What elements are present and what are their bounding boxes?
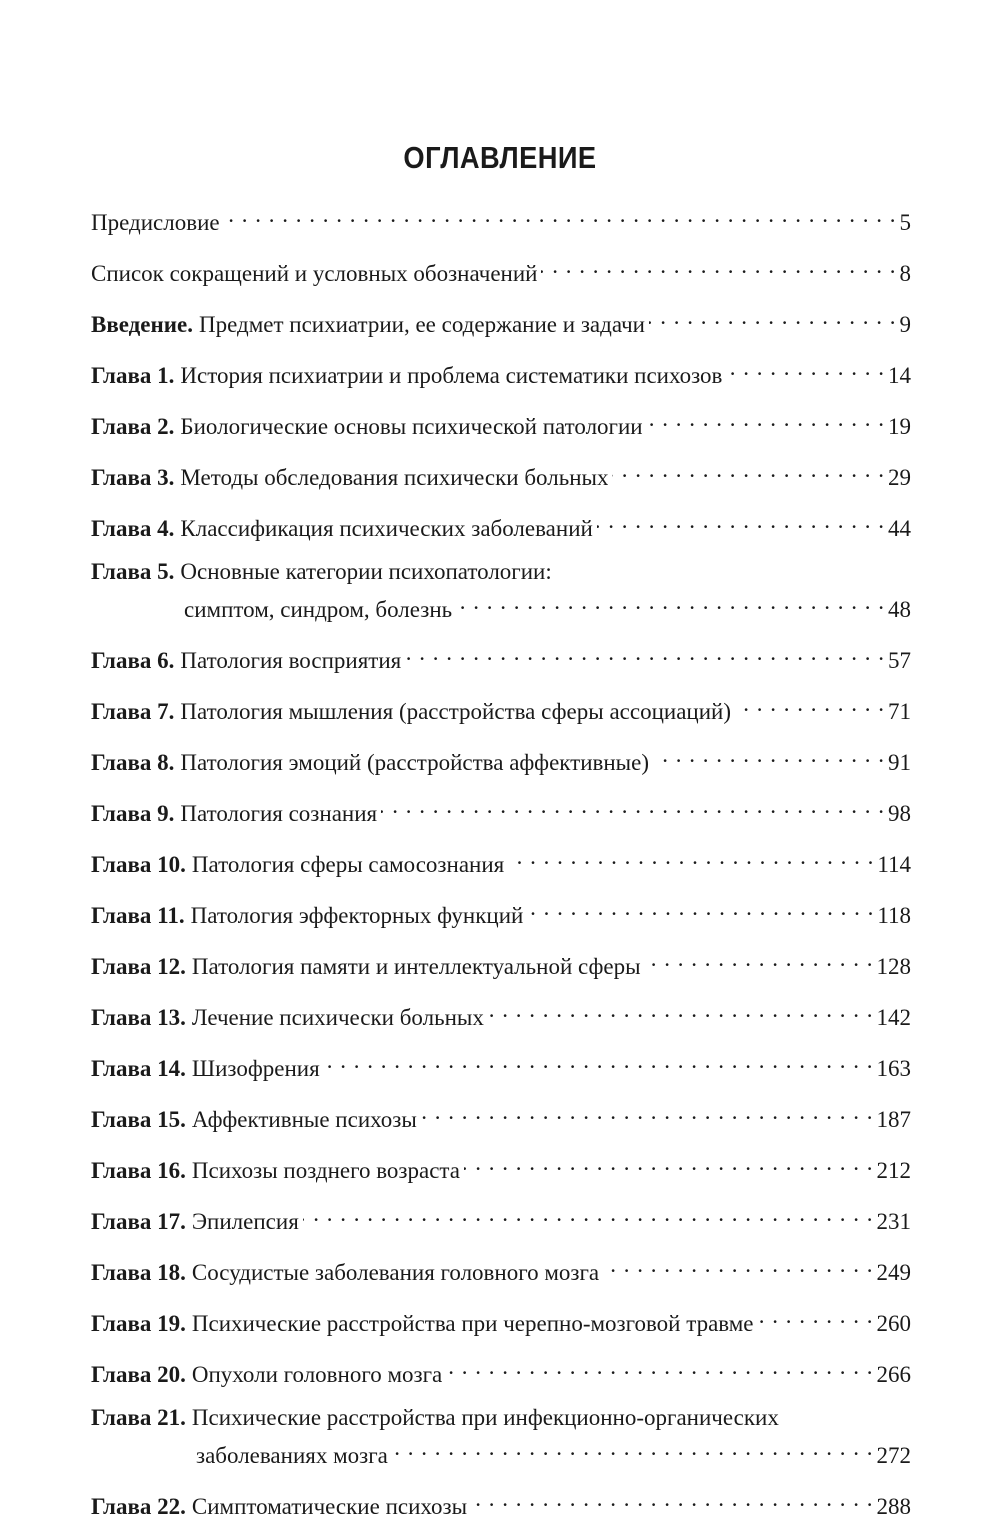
toc-entry-title: Основные категории психопатологии: bbox=[180, 559, 552, 584]
toc-entry-label: Глава 5. bbox=[91, 559, 175, 584]
toc-entry-title: Методы обследования психически больных bbox=[180, 465, 609, 490]
toc-entry-label: Глава 6. bbox=[91, 648, 175, 673]
dot-leader bbox=[597, 506, 885, 536]
toc-entry bbox=[91, 251, 911, 289]
toc-entry-page: 249 bbox=[876, 1260, 911, 1285]
page-title: ОГЛАВЛЕНИЕ bbox=[403, 140, 597, 175]
toc-entry-title: Эпилепсия bbox=[191, 1209, 299, 1234]
toc-entry-title: Патология эмоций (расстройства аффективные) bbox=[180, 750, 649, 775]
toc-entry bbox=[91, 638, 911, 676]
toc-entry bbox=[91, 740, 911, 778]
toc-entry-title: Опухоли головного мозга bbox=[191, 1362, 443, 1387]
toc-entry-page: 128 bbox=[876, 954, 911, 979]
toc-entry-label: Глава 10. bbox=[91, 852, 186, 877]
toc-entry-label: Глава 1. bbox=[91, 363, 175, 388]
toc-entry-title-continued: заболеваниях мозга bbox=[196, 1443, 388, 1468]
dot-leader bbox=[464, 1148, 874, 1178]
dot-leader bbox=[488, 995, 874, 1025]
toc-entry-title: Классификация психических заболеваний bbox=[180, 516, 593, 541]
toc-entry-title: Патология сферы самосознания bbox=[191, 852, 505, 877]
toc-entry-title: Патология эффекторных функций bbox=[190, 903, 524, 928]
toc-entry bbox=[91, 1301, 911, 1339]
dot-leader bbox=[303, 1199, 874, 1229]
toc-entry-title: Сосудистые заболевания головного мозга bbox=[191, 1260, 600, 1285]
toc-entry-title: Психозы позднего возраста bbox=[191, 1158, 460, 1183]
toc-entry-page: 231 bbox=[876, 1209, 911, 1234]
toc-entry bbox=[91, 1097, 911, 1135]
toc-entry-title: Патология мышления (расстройства сферы ассоциаций) bbox=[180, 699, 731, 724]
dot-leader bbox=[224, 200, 897, 230]
toc-entry-page: 187 bbox=[876, 1107, 911, 1132]
toc-entry bbox=[91, 689, 911, 727]
toc-entry-title: Психические расстройства при инфекционно-органических bbox=[191, 1405, 779, 1430]
toc-entry-label: Глава 18. bbox=[91, 1260, 186, 1285]
toc-entry-title: Лечение психически больных bbox=[191, 1005, 484, 1030]
dot-leader bbox=[405, 638, 885, 668]
toc-entry-page: 98 bbox=[888, 801, 911, 826]
toc-entry-page: 14 bbox=[888, 363, 911, 388]
dot-leader bbox=[758, 1301, 874, 1331]
toc-entry-label: Глава 14. bbox=[91, 1056, 186, 1081]
table-of-contents bbox=[91, 200, 911, 1535]
dot-leader bbox=[446, 1352, 873, 1382]
dot-leader bbox=[649, 302, 897, 332]
toc-entry-title: Симптоматические психозы bbox=[191, 1494, 468, 1519]
toc-entry bbox=[91, 791, 911, 829]
toc-entry-page: 44 bbox=[888, 516, 911, 541]
toc-entry-label: Глава 15. bbox=[91, 1107, 186, 1132]
toc-entry-title: Психические расстройства при черепно-мозговой травме bbox=[191, 1311, 754, 1336]
toc-entry-label: Глава 22. bbox=[91, 1494, 186, 1519]
toc-entry-label: Глава 3. bbox=[91, 465, 175, 490]
toc-entry-page: 71 bbox=[888, 699, 911, 724]
toc-entry-label: Глава 13. bbox=[91, 1005, 186, 1030]
toc-entry-page: 272 bbox=[876, 1443, 911, 1468]
toc-entry bbox=[91, 1046, 911, 1084]
toc-entry-label: Глава 4. bbox=[91, 516, 175, 541]
toc-entry bbox=[91, 1484, 911, 1522]
toc-entry-label: Глава 8. bbox=[91, 750, 175, 775]
toc-entry-page: 9 bbox=[899, 312, 911, 337]
dot-leader bbox=[381, 791, 885, 821]
toc-entry-page: 19 bbox=[888, 414, 911, 439]
toc-entry bbox=[91, 557, 911, 625]
toc-entry bbox=[91, 1250, 911, 1288]
toc-entry bbox=[91, 995, 911, 1033]
dot-leader bbox=[508, 842, 874, 872]
dot-leader bbox=[735, 689, 885, 719]
toc-entry-title-continued: симптом, синдром, болезнь bbox=[184, 597, 453, 622]
toc-entry-title: Патология памяти и интеллектуальной сферы bbox=[191, 954, 641, 979]
dot-leader bbox=[653, 740, 885, 770]
toc-entry bbox=[91, 1199, 911, 1237]
dot-leader bbox=[612, 455, 885, 485]
toc-entry-title: Патология восприятия bbox=[180, 648, 402, 673]
toc-entry-label: Глава 19. bbox=[91, 1311, 186, 1336]
toc-entry-page: 48 bbox=[888, 597, 911, 622]
toc-entry-page: 163 bbox=[876, 1056, 911, 1081]
toc-entry bbox=[91, 353, 911, 391]
toc-entry-label: Глава 16. bbox=[91, 1158, 186, 1183]
toc-entry-page: 266 bbox=[876, 1362, 911, 1387]
toc-entry bbox=[91, 1403, 911, 1471]
toc-entry-label: Глава 20. bbox=[91, 1362, 186, 1387]
toc-entry-label: Глава 17. bbox=[91, 1209, 186, 1234]
toc-entry-page: 288 bbox=[876, 1494, 911, 1519]
dot-leader bbox=[421, 1097, 874, 1127]
toc-entry-title: Шизофрения bbox=[191, 1056, 320, 1081]
toc-entry-page: 57 bbox=[888, 648, 911, 673]
toc-entry-page: 142 bbox=[876, 1005, 911, 1030]
toc-entry-label: Глава 7. bbox=[91, 699, 175, 724]
toc-entry-title: Биологические основы психической патологии bbox=[180, 414, 643, 439]
toc-entry-label: Глава 2. bbox=[91, 414, 175, 439]
dot-leader bbox=[726, 353, 885, 383]
toc-entry-page: 5 bbox=[899, 210, 911, 235]
toc-entry-page: 260 bbox=[876, 1311, 911, 1336]
toc-entry bbox=[91, 944, 911, 982]
dot-leader bbox=[456, 587, 885, 617]
toc-entry-title: Аффективные психозы bbox=[191, 1107, 417, 1132]
toc-entry-title: Предисловие bbox=[91, 210, 220, 235]
toc-entry-page: 8 bbox=[899, 261, 911, 286]
dot-leader bbox=[527, 893, 874, 923]
toc-entry-title: Список сокращений и условных обозначений bbox=[91, 261, 538, 286]
toc-entry bbox=[91, 1148, 911, 1186]
dot-leader bbox=[324, 1046, 874, 1076]
dot-leader bbox=[471, 1484, 873, 1514]
dot-leader bbox=[647, 404, 885, 434]
dot-leader bbox=[603, 1250, 873, 1280]
toc-entry-page: 114 bbox=[877, 852, 911, 877]
dot-leader bbox=[541, 251, 896, 281]
dot-leader bbox=[645, 944, 874, 974]
toc-entry-page: 91 bbox=[888, 750, 911, 775]
toc-entry-label: Глава 11. bbox=[91, 903, 185, 928]
toc-entry bbox=[91, 1352, 911, 1390]
toc-entry-page: 212 bbox=[876, 1158, 911, 1183]
toc-entry bbox=[91, 506, 911, 544]
dot-leader bbox=[392, 1433, 874, 1463]
toc-entry bbox=[91, 893, 911, 931]
toc-entry-label: Глава 21. bbox=[91, 1405, 186, 1430]
toc-entry-page: 118 bbox=[877, 903, 911, 928]
toc-entry-title: Патология сознания bbox=[180, 801, 378, 826]
toc-entry bbox=[91, 455, 911, 493]
toc-entry-label: Глава 9. bbox=[91, 801, 175, 826]
toc-entry-label: Введение. bbox=[91, 312, 193, 337]
toc-entry-title: История психиатрии и проблема систематики психозов bbox=[180, 363, 723, 388]
toc-entry-page: 29 bbox=[888, 465, 911, 490]
toc-entry bbox=[91, 200, 911, 238]
toc-entry bbox=[91, 842, 911, 880]
toc-entry-title: Предмет психиатрии, ее содержание и задачи bbox=[198, 312, 645, 337]
toc-entry bbox=[91, 302, 911, 340]
toc-entry-label: Глава 12. bbox=[91, 954, 186, 979]
toc-entry bbox=[91, 404, 911, 442]
